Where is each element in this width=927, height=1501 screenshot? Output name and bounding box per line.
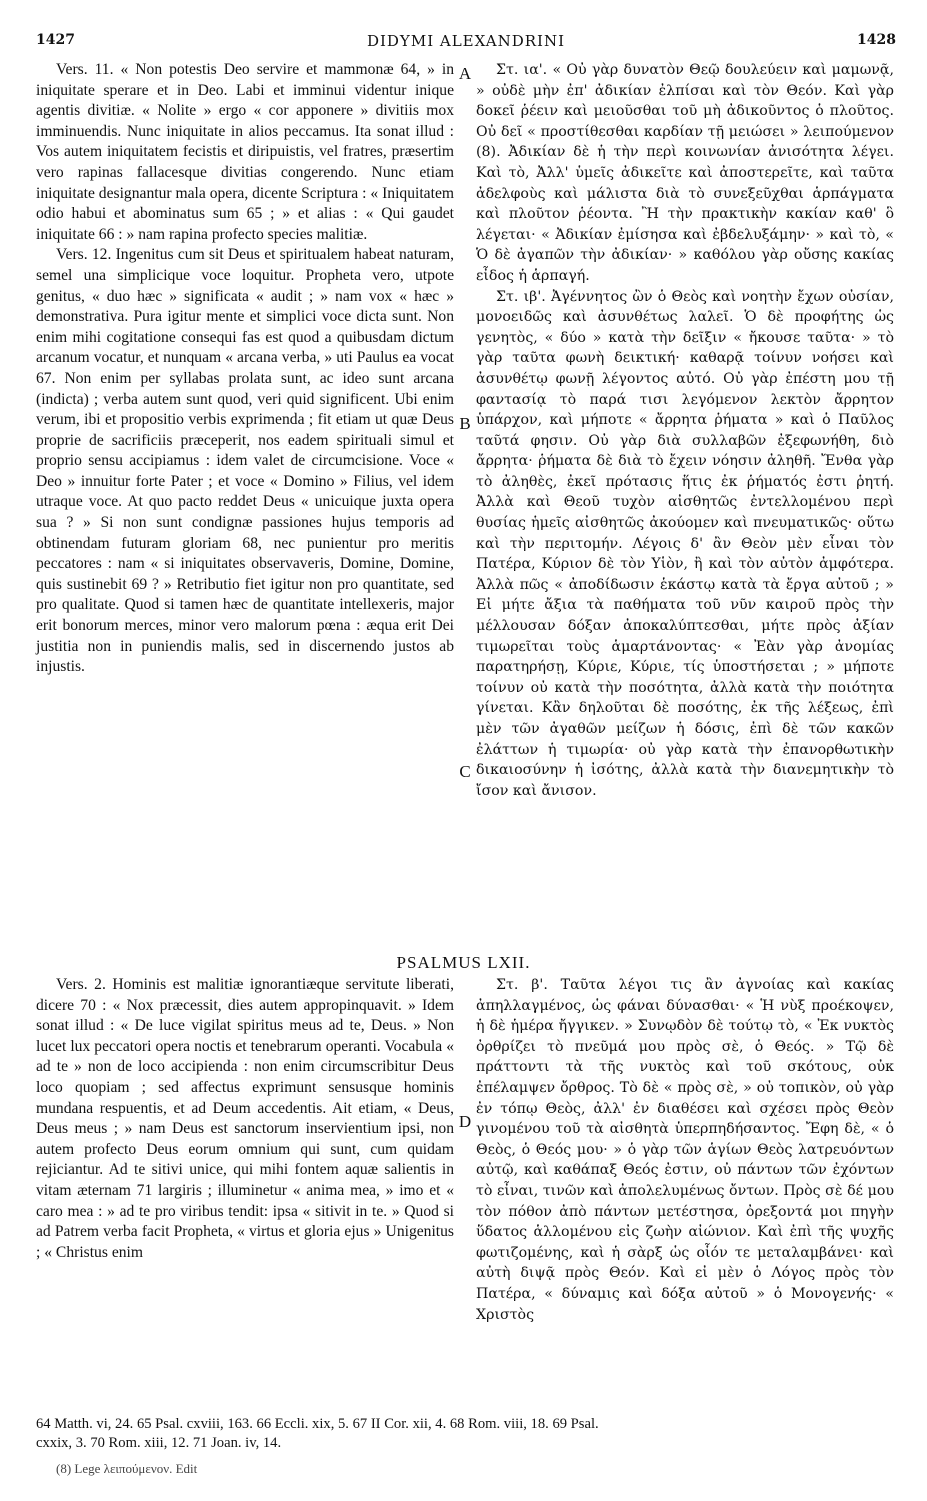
latin-paragraph-vers-12: Vers. 12. Ingenitus cum sit Deus et spiritualem habeat naturam, semel una simplicique voce loquitur. Propheta vero, utpote genitus, « duo hæc » significata « audit ; » nam vox « hæc » demonstrativa. Pura igitur mente et simplici voce dicta sunt. Non enim mihi cogitatione consequi fas est quod a quibusdam dictum arcanum vocatur, et nunquam « arcana verba, » uti Paulus ea vocat 67. Non enim per syllabas prolata sunt, ac ideo sunt arcana (indicta) ; verba autem sunt quod, veri quid significent. Ubi enim verum, ibi et propositio verbis exprimenda ; fit etiam ut quæ Deus proprie de sacrificiis præceperit, nos eadem spirituali simul et proprio sensu accipiamus : idem valet de circumcisione. Voce « Deo » innuitur forte Pater ; et voce « Domino » Filius, vel idem utraque voce. At quo pacto reddet Deus « unicuique juxta opera sua ? » Si non sunt condignæ passiones hujus temporis ad obtinendam futuram gloriam 68, nec punientur pro meritis peccatores : nam « si iniquitates observaveris, Domine, Domine, quis sustinebit 69 ? » Retributio fiet igitur non pro quantitate, sed pro qualitate. Quod si tamen hæc de quantitate intellexeris, major erit bonorum merces, minor vero malorum pœna : æqua erit Dei justitia non in puniendis malis, sed in discernendo justos ab injustis. xyxy=(36,246,454,676)
psalm-heading: PSALMUS LXII. xyxy=(396,953,531,972)
editorial-note: (8) Lege λειπούμενον. Edit xyxy=(56,1461,198,1476)
section-marker-d: D xyxy=(458,1112,472,1131)
greek-paragraph-st-2: Στ. β'. Ταῦτα λέγοι τις ἂν ἀγνοίας καὶ κακίας ἀπηλλαγμένος, ὡς φάναι δύνασθαι· « Ἡ νὺξ προέκοψεν, ἡ δὲ ἡμέρα ἤγγικεν. » Συνῳδὸν δὲ τούτῳ τὸ, « Ἐκ νυκτὸς ὀρθρίζει τὸ πνεῦμά μου πρὸς σὲ, ὁ Θεός. » Τῷ δὲ πράττοντι τὰ τῆς νυκτὸς καὶ τοῦ σκότους, οὐκ ἐπέλαμψεν ὄρθρος. Τὸ δὲ « πρὸς σὲ, » οὐ τοπικὸν, οὐ γὰρ ἐν τόπῳ Θεὸς, ἀλλ' ἐν διαθέσει καὶ σχέσει πρὸς Θεὸν γινομένου τοῦ τὰ αἰσθητὰ ὑπερπηδήσαντος. Ἔφη δὲ, « ὁ Θεὸς, ὁ Θεός μου· » ὁ γὰρ τῶν ἁγίων Θεὸς λατρευόντων αὐτῷ, καὶ καθάπαξ Θεός ἐστιν, οὐ πάντων τῶν ἐχόντων τὸ εἶναι, τινῶν καὶ ἀπολελυμένως ὄντων. Πρὸς σὲ δέ μου τὸν πόθον ἀπὸ πάντων μετέστησα, ὀρεξοντά μοι πηγὴν ὕδατος ἁλλομένου εἰς ζωὴν αἰώνιον. Καὶ ἐπὶ τῆς ψυχῆς φωτιζομένης, καὶ ἡ σὰρξ ὡς οἷόν τε μεταλαμβάνει· καὶ αὐτὴ διψᾷ πρὸς Θεόν. Καὶ εἰ μὲν ὁ Λόγος πρὸς τὸν Πατέρα, « δύναμις καὶ δόξα αὐτοῦ » ὁ Μονογενής· « Χριστὸς xyxy=(476,977,894,1323)
greek-paragraph-st-12: Στ. ιβ'. Ἀγέννητος ὢν ὁ Θεὸς καὶ νοητὴν ἔχων οὐσίαν, μονοειδῶς καὶ ἀσυνθέτως λαλεῖ. Ὁ δὲ προφήτης ὡς γενητὸς, « δύο » κατὰ τὴν δεῖξιν « ἤκουσε ταῦτα· » τὸ γὰρ ταῦτα φωνὴ δεικτική· καθαρᾷ τοίνυν νοήσει καὶ ἀσυνθέτῳ φωνῇ λέγοντος αὐτό. Οὐ γὰρ ἐπέστη μου τῇ φαντασίᾳ τὸ παρά τισι λεγόμενον λεκτὸν ἄρρητον ὑπάρχον, καὶ μήποτε « ἄρρητα ῥήματα » καὶ ὁ Παῦλος ταῦτά φησιν. Οὐ γὰρ διὰ συλλαβῶν ἐξεφωνήθη, διὸ ἄρρητα· ῥήματα δὲ διὰ τὸ ἔχειν νόησιν ἀληθῆ. Ἔνθα γὰρ τὸ ἀληθὲς, ἐκεῖ πρότασις ἥτις ἐκ ῥήματός ἐστι ῥητή. Ἀλλὰ καὶ Θεοῦ τυχὸν αἰσθητῶς ἐντελλομένου περὶ θυσίας ἡμεῖς αἰσθητῶς ἀκούομεν καὶ πνευματικῶς· οὕτω καὶ τὴν περιτομήν. Λέγοις δ' ἂν Θεὸν μὲν εἶναι τὸν Πατέρα, Κύριον δὲ τὸν Υἱὸν, ἢ καὶ τὸν αὐτὸν ἀμφότερα. Ἀλλὰ πῶς « ἀποδίδωσιν ἑκάστῳ κατὰ τὰ ἔργα αὐτοῦ ; » Εἰ μήτε ἄξια τὰ παθήματα τοῦ νῦν καιροῦ πρὸς τὴν μέλλουσαν δόξαν ἀποκαλύπτεσθαι, μήτε πρὸς ἀξίαν τιμωρεῖται τοὺς ἁμαρτάνοντας· « Ἐὰν γὰρ ἀνομίας παρατηρήσῃ, Κύριε, Κύριε, τίς ὑποστήσεται ; » μήποτε τοίνυν οὐ κατὰ τὴν ποσότητα, ἀλλὰ κατὰ τὴν ποιότητα γίνεται. Κἂν δηλοῦται δὲ ποσότης, ἐκ τῆς λέξεως, ἐπὶ μὲν τῶν ἀγαθῶν μείζων ἡ δόσις, ἐπὶ δὲ τῶν κακῶν ἐλάττων ἡ τιμωρία· οὐ γὰρ κατὰ τὴν ἐπανορθωτικὴν δικαιοσύνην ἡ ἰσότης, ἀλλὰ κατὰ τὴν διανεμητικὴν τὸ ἴσον καὶ ἄνισον. xyxy=(476,288,894,799)
page-number-right: 1428 xyxy=(857,32,896,48)
latin-column-bottom xyxy=(36,975,454,1263)
greek-column-top xyxy=(476,60,894,801)
footnote-line: 64 Matth. vi, 24. 65 Psal. cxviii, 163. 66 Eccli. xix, 5. 67 II Cor. xii, 4. 68 Rom. viii, 18. 69 Psal. xyxy=(36,1416,599,1432)
section-marker-a: A xyxy=(458,64,472,83)
greek-paragraph-st-11: Στ. ια'. « Οὐ γὰρ δυνατὸν Θεῷ δουλεύειν καὶ μαμωνᾷ, » οὐδὲ μὴν ἐπ' ἀδικίαν ἐλπίσαι καὶ τὸν Θεόν. Καὶ γὰρ δοκεῖ ῥέειν καὶ μειοῦσθαι τοῦ μὴ ἀδικοῦντος ὁ πλοῦτος. Οὐ δεῖ « προστίθεσθαι καρδίαν τῇ μειώσει » λειπούμενον (8). Ἀδικίαν δὲ ἡ τὴν περὶ κοινωνίαν ἀνισότητα λέγει. Καὶ τὸ, Ἀλλ' ὑμεῖς ἀδικεῖτε καὶ ἀποστερεῖτε, καὶ ταῦτα ἀδελφοὺς καὶ μάλιστα διὰ τὸ συνεξεῦχθαι ἁρπάγματα καὶ πλοῦτον ῥέοντα. Ἢ τὴν πρακτικὴν κακίαν καθ' ὃ λέγεται· « Ἀδικίαν ἐμίσησα καὶ ἐβδελυξάμην· » καὶ τὸ, « Ὁ δὲ ἀγαπῶν τὴν ἀδικίαν· » καθόλου γὰρ οὔσης κακίας εἶδος ἡ ἁρπαγή. xyxy=(476,62,894,284)
running-title: DIDYMI ALEXANDRINI xyxy=(366,32,566,50)
greek-column-bottom xyxy=(476,975,894,1325)
latin-paragraph-vers-2: Vers. 2. Hominis est malitiæ ignorantiæque servitute liberati, dicere 70 : « Nox præcessit, dies autem appropinquavit. » Idem sonat illud : « De luce vigilat spiritus meus ad te, Deus. » Non lucet lux peccatori opera noctis et tenebrarum operanti. Vocabula « ad te » non de loco accipienda : non enim circumscribitur Deus loco quopiam ; sed affectus exprimunt sensusque hominis mundana respuentis, et ad Deum accedentis. Ait etiam, « Deus, Deus meus ; » nam Deus est sanctorum inservientium ipsi, non autem profecto Deus eorum omnium qui sunt, cum quidam rejiciantur. Ad te sitivi unice, qui mihi fontem aquæ salientis in vitam æternam 71 largiris ; illuminetur « anima mea, » imo et « caro mea : » ad te pro viribus tendit: ipsa « sitivit in te. » Quod si ad Patrem verba facit Propheta, « virtus et gloria ejus » Unigenitus ; « Christus enim xyxy=(36,976,454,1261)
latin-paragraph-vers-11: Vers. 11. « Non potestis Deo servire et mammonæ 64, » in iniquitate sperare et in Deo. Labi et imminui videntur inique agentis divitiæ. « Nolite » ergo « cor apponere » divitiis mox imminuendis. Nunc iniquitate in alios peccamus. Ita sonat illud : Vos autem iniquitatem fecistis et diripuistis, vel fratres, præsertim vero rapinas fallacesque divitias congerendo. Nunc etiam iniquitate designantur mala opera, dicente Scriptura : « Iniquitatem odio habui et abominatus sum 65 ; » et alias : « Qui gaudet iniquitate 66 : » nam rapina profecto species malitiæ. xyxy=(36,61,454,243)
section-marker-c: C xyxy=(459,762,471,781)
section-marker-b: B xyxy=(459,414,471,433)
footnotes xyxy=(36,1415,896,1478)
page-header xyxy=(36,32,896,54)
latin-column-top xyxy=(36,60,454,678)
page-number-left: 1427 xyxy=(36,32,75,48)
footnote-line: cxxix, 3. 70 Rom. xiii, 12. 71 Joan. iv, 14. xyxy=(36,1435,282,1451)
